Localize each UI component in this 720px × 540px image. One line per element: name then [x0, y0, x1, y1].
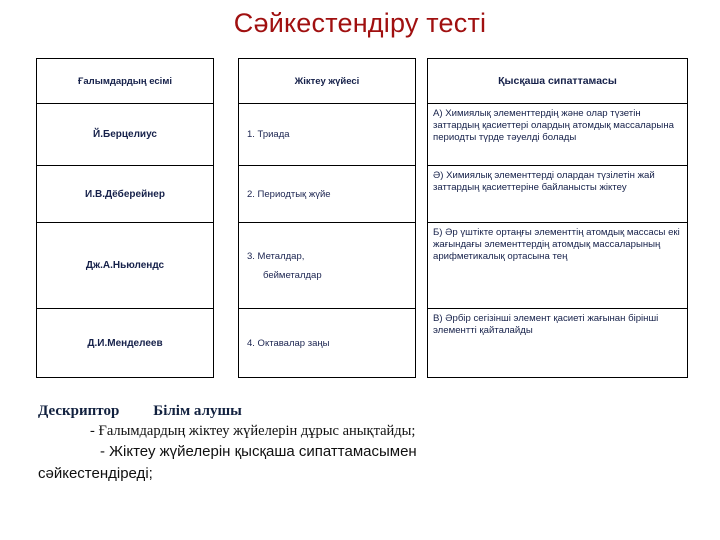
descriptor-block [38, 402, 698, 484]
system-line: 4. Октавалар заңы [247, 337, 330, 349]
page-title: Сәйкестендіру тесті [233, 8, 487, 38]
system-line: 2. Периодтық жүйе [247, 188, 331, 200]
table-row: И.В.Дёберейнер [37, 166, 213, 223]
column-short-description [427, 58, 688, 378]
table-row: Й.Берцелиус [37, 104, 213, 166]
column-header-description: Қысқаша сипаттамасы [428, 59, 687, 104]
system-line: 3. Металдар, [247, 250, 305, 262]
table-row: Б) Әр үштікте ортаңғы элементтің атомдық массасы екі жағындағы элементтердің атомдық массаларының арифметикалық ортасына тең [428, 223, 687, 309]
column-scientist-names [36, 58, 214, 378]
table-row: Ә) Химиялық элементтерді олардан түзілетін жай заттардың қасиеттеріне байланысты жіктеу [428, 166, 687, 223]
system-line-cont: бейметалдар [263, 269, 322, 281]
learner-label: Білім алушы [153, 403, 242, 419]
descriptor-criteria-1: - Ғалымдардың жіктеу жүйелерін дұрыс анықтайды; [90, 423, 416, 439]
matching-test-table [36, 58, 688, 378]
table-row [239, 309, 415, 377]
column-classification-system [238, 58, 416, 378]
table-row: А) Химиялық элементтердің және олар түзетін заттардың қасиеттері олардың атомдық массаларына периодты түрде тәуелді болады [428, 104, 687, 166]
column-header-system: Жіктеу жүйесі [239, 59, 415, 104]
table-row: В) Әрбір сегізінші элемент қасиеті жағынан бірінші элементті қайталайды [433, 313, 659, 337]
descriptor-label: Дескриптор [38, 403, 120, 419]
column-header-names: Ғалымдардың есімі [37, 59, 213, 104]
descriptor-criteria-2-cont: сәйкестендіреді; [38, 465, 153, 482]
system-line: 1. Триада [247, 129, 290, 140]
table-row [239, 223, 415, 309]
table-row: Д.И.Менделеев [87, 337, 163, 349]
descriptor-criteria-2: - Жіктеу жүйелерін қысқаша сипаттамасымен [100, 443, 417, 460]
table-row: Дж.А.Ньюлендс [37, 223, 213, 309]
table-row [239, 166, 415, 223]
table-row [239, 104, 415, 166]
descriptor-heading [38, 402, 698, 421]
